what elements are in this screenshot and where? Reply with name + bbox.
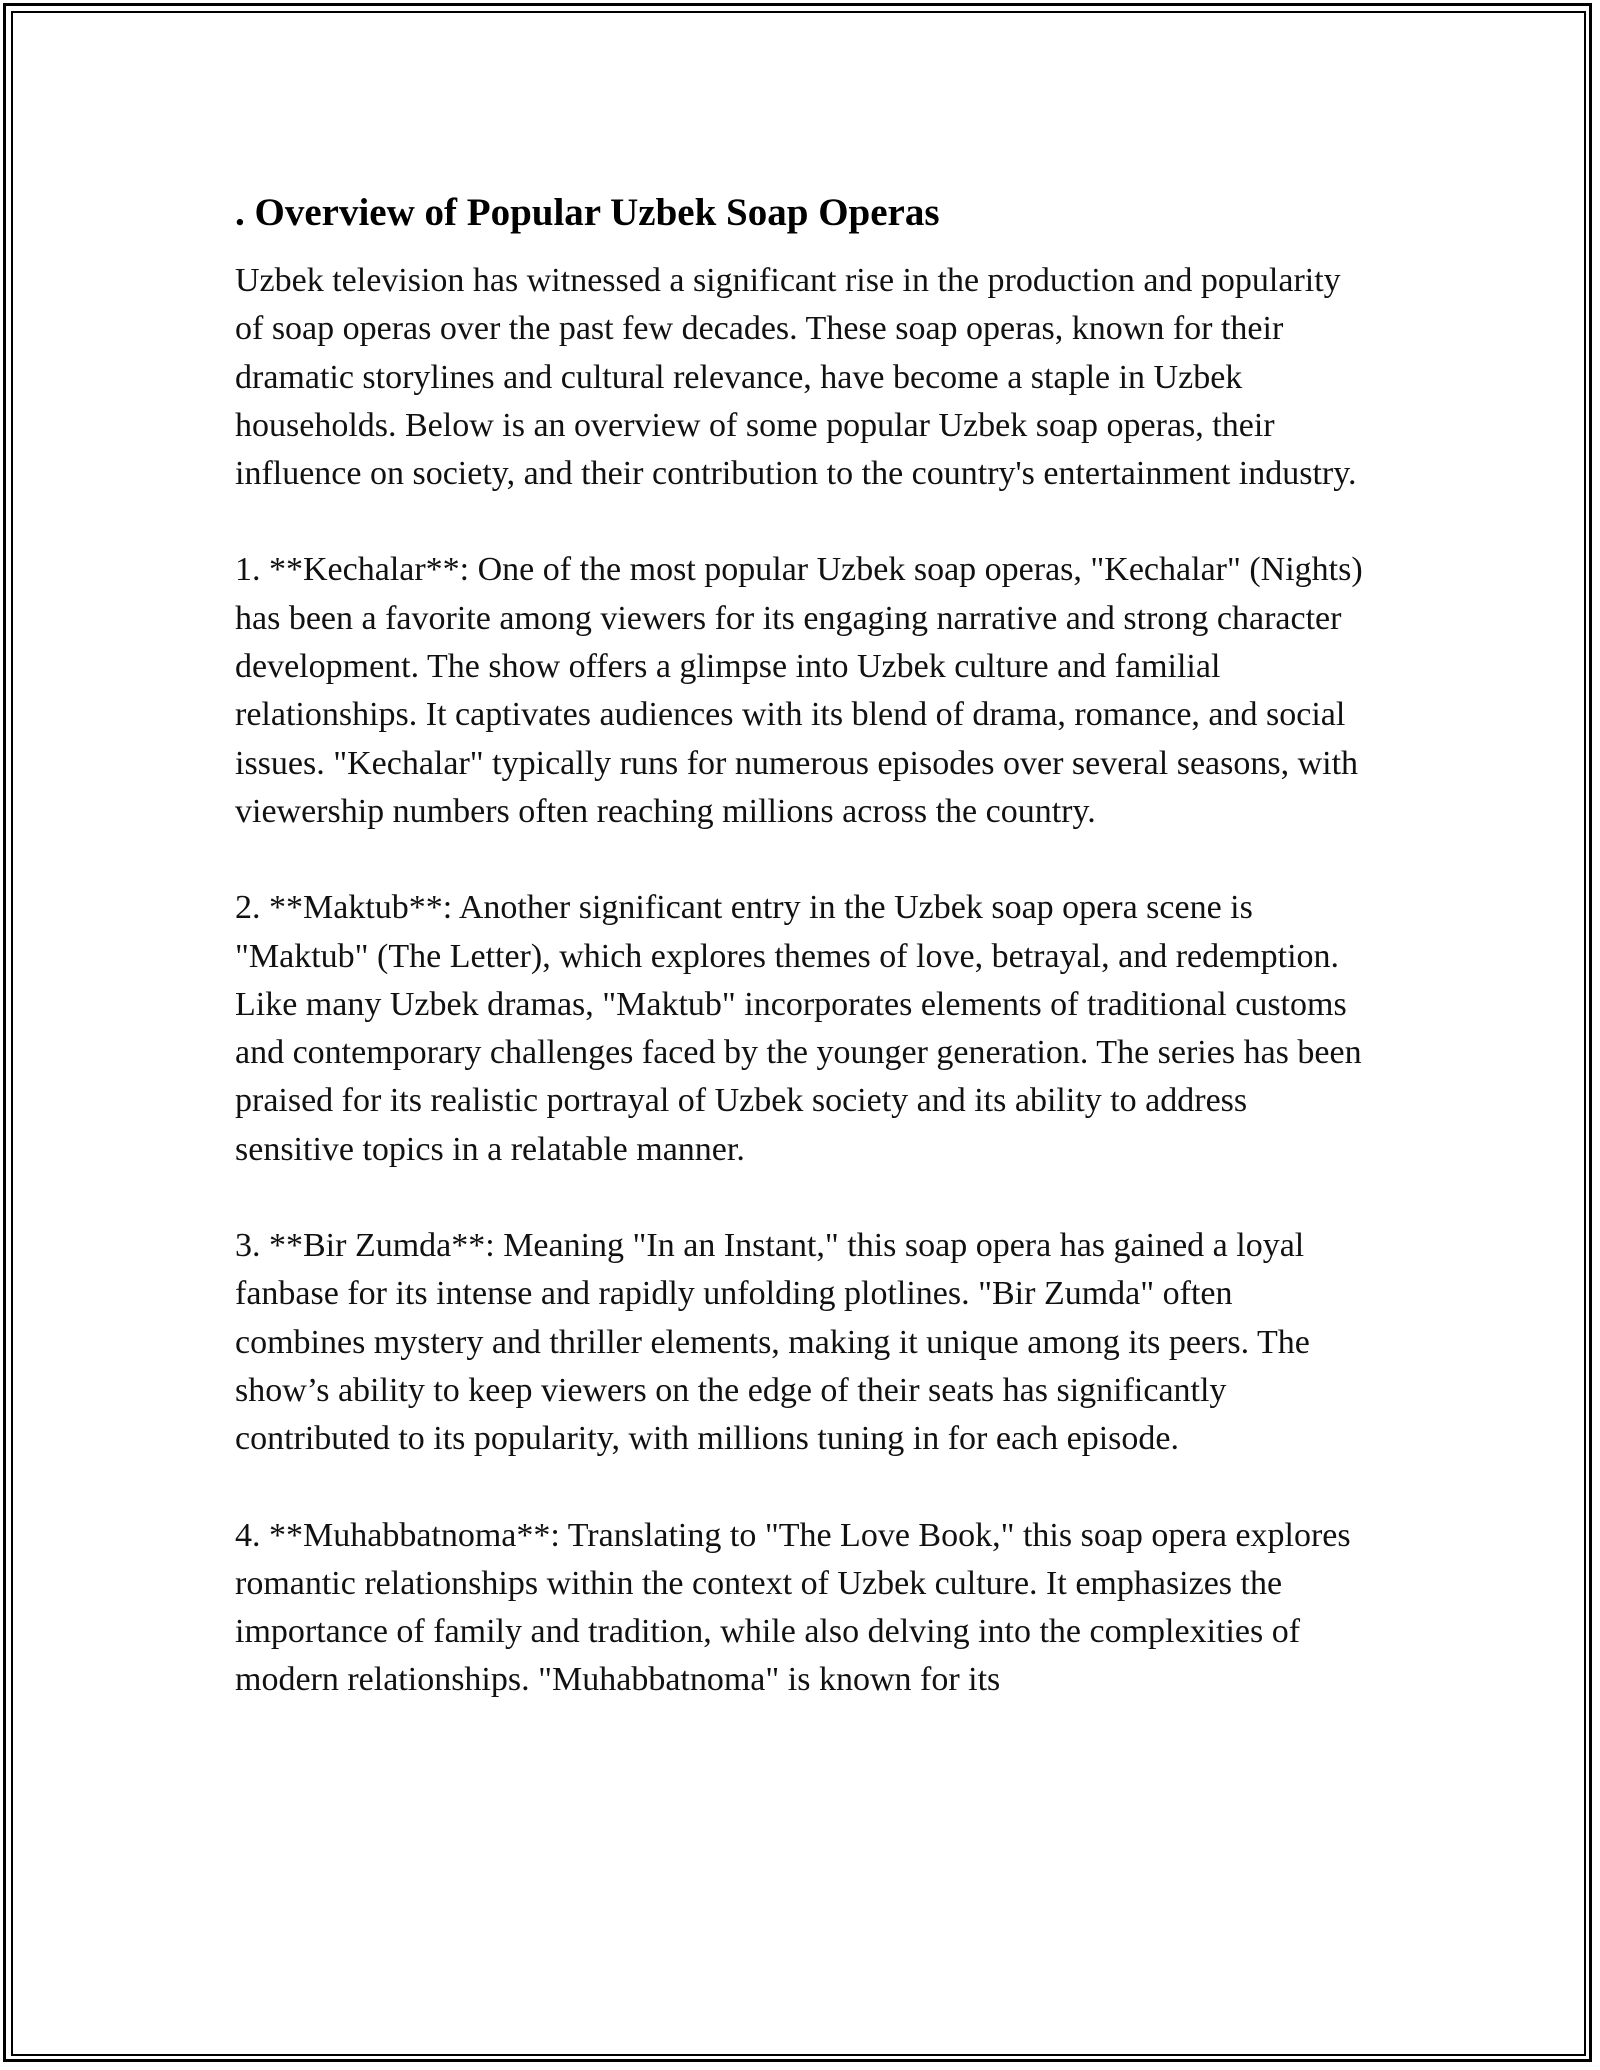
paragraph-kechalar: 1. **Kechalar**: One of the most popular Uzbek soap operas, "Kechalar" (Nights) has been a favorite among viewers for its engaging narrative and strong character development. The show offers a glimpse into Uzbek culture and familial relationships. It captivates audiences with its blend of drama, romance, and social issues. "Kechalar" typically runs for numerous episodes over several seasons, with viewership numbers often reaching millions across the country. [235, 551, 1363, 830]
paragraph-muhabbatnoma: 4. **Muhabbatnoma**: Translating to "The Love Book," this soap opera explores romantic relationships within the context of Uzbek culture. It emphasizes the importance of family and tradition, while also delving into the complexities of modern relationships. "Muhabbatnoma" is known for its [235, 1516, 1351, 1699]
document-body [235, 185, 1365, 1753]
paragraph-maktub: 2. **Maktub**: Another significant entry in the Uzbek soap opera scene is "Maktub" (The Letter), which explores themes of love, betrayal, and redemption. Like many Uzbek dramas, "Maktub" incorporates elements of traditional customs and contemporary challenges faced by the younger generation. The series has been praised for its realistic portrayal of Uzbek society and its ability to address sensitive topics in a relatable manner. [235, 889, 1362, 1168]
document-title: . Overview of Popular Uzbek Soap Operas [235, 191, 940, 234]
paragraph-intro: Uzbek television has witnessed a significant rise in the production and popularity of soap operas over the past few decades. These soap operas, known for their dramatic storylines and cultural relevance, have become a staple in Uzbek households. Below is an overview of some popular Uzbek soap operas, their influence on society, and their contribution to the country's entertainment industry. [235, 262, 1357, 493]
paragraph-bir-zumda: 3. **Bir Zumda**: Meaning "In an Instant," this soap opera has gained a loyal fanbase for its intense and rapidly unfolding plotlines. "Bir Zumda" often combines mystery and thriller elements, making it unique among its peers. The show’s ability to keep viewers on the edge of their seats has significantly contributed to its popularity, with millions tuning in for each episode. [235, 1227, 1310, 1458]
